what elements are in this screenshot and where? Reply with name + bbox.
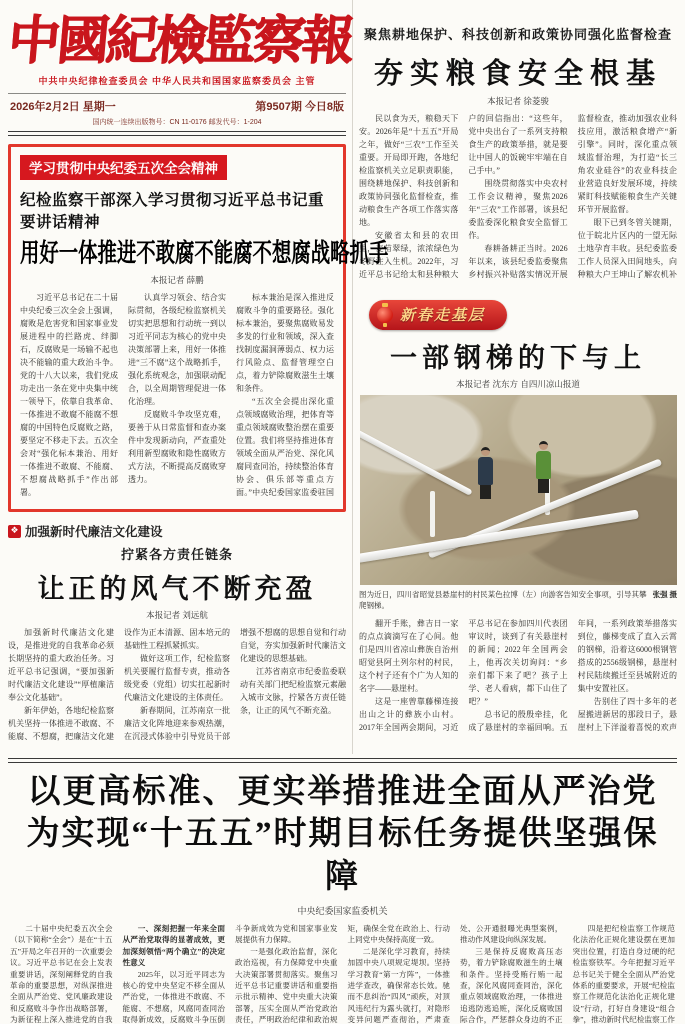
- paragraph: 安徽省太和县的农田里，麦苗翠绿，浓浓绿色为冬野注入生机。2022年，习近平总书记给太和县种粮大户的回信指出：“这些年，党中央出台了一系列支持粮食生产的政策举措，就是要让中国人的饭碗牢牢端在自己手中。”: [359, 114, 568, 279]
- redbox-headline: 用好一体推进不敢腐不能腐不想腐战略抓手: [20, 240, 389, 269]
- villager-figure: [478, 447, 493, 499]
- paragraph: 翻开手账，彝吉日一家的点点滴滴写在了心间。他们是四川省凉山彝族自治州昭觉县阿土列尔村的村民，这个村子还有个广为人知的名字——悬崖村。: [359, 619, 459, 693]
- issue-number: 第9507期 今日8版: [255, 101, 344, 114]
- badge-label: 新春走基层: [400, 308, 486, 324]
- masthead: [5, 0, 354, 136]
- tourist-figure: [536, 441, 551, 493]
- ladder-body: [359, 617, 677, 745]
- photo-credit: 张强 摄: [652, 590, 677, 599]
- series-tag: 学习贯彻中央纪委五次全会精神: [20, 155, 227, 180]
- ladder-photo: [360, 395, 677, 585]
- grain-kicker: 聚焦耕地保护、科技创新和政策协同强化监督检查: [363, 27, 672, 42]
- banner-article: [0, 763, 685, 1024]
- paragraph: 春耕备耕正当时。2026年以来，该县纪委监委聚焦乡村振兴补贴落实情况开展监督检查，推动加强农业科技应用，激活粮食增产“新引擎”。同时，深化重点领域监督治理，为打造“长三角农业硅谷”的农业科技企业营造良好发展环境，持续紧盯科技赋能粮食生产关键环节开展监督。: [468, 114, 677, 279]
- steel-pipe: [360, 420, 473, 496]
- registration-line: 国内统一连续出版物号：CN 11-0176 邮发代号：1-204: [92, 119, 262, 127]
- banner-headline-1: 以更高标准、更实举措推进全面从严治党: [27, 774, 658, 811]
- steel-pipe: [360, 510, 639, 566]
- left-column: [0, 0, 389, 754]
- paragraph: 民以食为天，粮稳天下安。2026年是“十五五”开局之年，做好“三农”工作至关重要。开局即开跑，各地纪检监察机关立足职责职能，围绕耕地保护、科技创新和政策协同强化监督检查，推动粮食生产各项工作落实落地。: [359, 114, 459, 227]
- section-icon: ❖: [8, 525, 21, 538]
- ladder-byline: 本报记者 沈东方 自四川凉山报道: [456, 379, 580, 389]
- paragraph: 一是强化政治监督，深化政治巡视，有力保障党中央重大决策部署贯彻落实。聚焦习近平总书记重要讲话和重要指示批示精神、党中央重大决策部署，压实全面从严治党政治责任，严明政治纪律和政治规矩，确保全党在政治上、行动上同党中央保持高度一致。: [235, 923, 450, 1024]
- spring-festival-badge: [369, 300, 507, 330]
- grain-byline: 本报记者 徐菱骏: [487, 96, 549, 106]
- redbox-article: [8, 144, 389, 512]
- paper-title: 中國紀檢監察報: [5, 10, 354, 71]
- paragraph: 习近平总书记在二十届中央纪委三次全会上强调，腐败是危害党和国家事业发展进程中的拦路虎、绊脚石，反腐败是一场输不起也决不能输的重大政治斗争。党的十八大以来，我们党成功走出一条在党中央集中统一领导下，依靠自我革命、一体推进不敢腐不能腐不想腐的中国特色反腐败之路，要坚定不移走下去。五次全会对“强化标本兼治、用好一体推进不敢腐、不能腐、不想腐战略抓手”作出部署。: [20, 293, 118, 498]
- photo-caption: [359, 589, 677, 611]
- culture-byline: 本报记者 刘远航: [146, 610, 208, 621]
- paragraph: 一、深刻把握一年来全面从严治党取得的显著成效，更加深刻领悟“两个确立”的决定性意义: [122, 923, 225, 968]
- paragraph: 围绕贯彻落实中央农村工作会议精神，聚焦2026年“三农”工作部署，该县纪委监委深化粮食安全监督工作。: [468, 179, 568, 240]
- grain-headline: 夯实粮食安全根基: [373, 58, 662, 90]
- culture-body: [8, 626, 346, 754]
- masthead-divider: [8, 131, 346, 136]
- lantern-icon: [377, 307, 393, 323]
- paragraph: 眼下已到冬管关键期，位于皖北片区内的一望无际土地孕育丰收。县纪委监委工作人员深入田间地头，向种粮大户王坤山了解农机补: [577, 218, 677, 279]
- redbox-subhead: 纪检监察干部深入学习贯彻习近平总书记重要讲话精神: [20, 192, 325, 232]
- paragraph: 加强新时代廉洁文化建设，是推进党的自我革命必须长期坚持的重大政治任务。习近平总书记强调，“要加强新时代廉洁文化建设”“厚植廉洁奉公文化基础”。: [8, 628, 114, 703]
- date-row: [8, 93, 346, 115]
- redbox-body: [20, 291, 334, 503]
- paragraph: 总书记的殷殷牵挂，化成了悬崖村的幸福回响。五年间，一系列政策举措落实到位，藤梯变成了直入云霄的钢梯，沿着这6000根钢管搭成的2556级钢梯，悬崖村村民陆续搬迁至县城附近的集中安置社区。: [468, 619, 677, 732]
- paragraph: 二十届中央纪委五次全会（以下简称“全会”）是在“十五五”开局之年召开的一次重要会议。习近平总书记在会上发表重要讲话，深刻阐释党的自我革命的重要思想，对纵深推进全面从严治党、党风廉政建设和反腐败斗争作出战略部署，为新征程上深入推进党的自我: [10, 923, 113, 1024]
- culture-tag-label: 加强新时代廉洁文化建设: [25, 525, 163, 540]
- banner-byline: 中央纪委国家监委机关: [297, 905, 388, 916]
- grain-body: [359, 112, 677, 290]
- ladder-headline: 一部钢梯的下与上: [390, 343, 646, 373]
- paragraph: 做好这项工作，纪检监察机关要履行监督专责，推动各级党委（党组）切实扛起新时代廉洁文化建设的主体责任。: [124, 654, 230, 703]
- culture-kicker: 拧紧各方责任链条: [120, 547, 233, 563]
- ladder-article: [359, 300, 677, 745]
- paragraph: 反腐败斗争攻坚克难，要善于从日常监督和查办案件中发现新动向，严查重处利用新型腐败和隐性腐败方式方法，不断提高反腐败穿透力。: [128, 410, 226, 485]
- grain-article: [359, 0, 677, 290]
- publish-date: 2026年2月2日 星期一: [10, 101, 116, 114]
- culture-article: [8, 522, 346, 754]
- paragraph: 二是深化学习教育，持续加固中央八项规定堤坝。坚持学习教育“第一方阵”，一体推进学查改，确保常态长效。驰而不息纠治“四风”顽疾，对顶风违纪行为露头就打，对隐形变异问题严查彻治，严肃查处、公开通报曝光典型案例，推动作风建设向纵深发展。: [347, 923, 563, 1024]
- paragraph: 告别住了四十多年的老屋搬进新居的那段日子，悬崖村上下洋溢着喜悦的欢声: [577, 697, 677, 732]
- right-column: [352, 0, 685, 754]
- supervisor-line: 中共中央纪律检查委员会 中华人民共和国国家监察委员会 主管: [38, 76, 316, 87]
- paragraph: 三是保持反腐败高压态势，着力铲除腐败滋生的土壤和条件。坚持受贿行贿一起查，深化风腐同查同治，深化重点领域腐败治理，一体推进追逃防逃追赃，深化反腐败国际合作，严惩群众身边的不正: [460, 946, 563, 1024]
- paragraph: 2025年，以习近平同志为核心的党中央坚定不移全面从严治党，一体推进不敢腐、不能腐、不想腐，风腐同查同治取得新成效，反腐败斗争压倒 斗争新成效为党和国家事业发展提供有力保障。: [122, 923, 338, 1024]
- paragraph: 这是一座曾靠藤梯连接出山之计的彝族小山村。2017年全国两会期间，习近平总书记在参加四川代表团审议时，谈到了有关悬崖村的新闻；2022年全国两会上，他再次关切询问：“乡亲们都下来了吧？孩子上学、老人看病，都下山住了吧？”: [359, 619, 568, 732]
- paragraph: 认真学习领会、结合实际贯彻，各级纪检监察机关切实把思想和行动统一到以习近平同志为核心的党中央决策部署上来，用好一体推进“三不腐”这个战略抓手，强化系统观念，加强联动配合，以全周期管理促进一体化治理。: [128, 293, 226, 407]
- railing-post: [430, 491, 435, 537]
- redbox-byline: 本报记者 薛鹏: [150, 275, 204, 286]
- banner-headline-2: 为实现“十五五”时期目标任务提供坚强保障: [26, 816, 659, 895]
- caption-text: 图为近日，四川省昭觉县悬崖村的村民某色拉博（左）向游客告知安全事项，引导其攀爬钢梯。: [359, 590, 647, 610]
- paragraph: 新春期间，江苏南京一批廉洁文化阵地迎来参观热潮，在沉浸式体验中引导党员干部增强不想腐的思想自觉和行动自觉，夯实加强新时代廉洁文化建设的思想基础。: [124, 628, 346, 742]
- culture-section-tag: [8, 522, 346, 540]
- paragraph: “五次全会提出深化重点领域腐败治理，把体育等重点领域腐败整治摆在重要位置。我们将坚持推进体育领域全面从严治党、深化风腐同查同治，持续整治体育协会、俱乐部等重点方面。”中央纪委国家监委驻国: [236, 397, 334, 498]
- culture-headline: 让正的风气不断充盈: [37, 574, 317, 605]
- paragraph: 江苏省南京市纪委监委联动有关部门把纪检监察元素融入城市文脉，拧紧各方责任链条，让正的风气不断充盈。: [240, 667, 346, 716]
- banner-body: [10, 923, 675, 1024]
- paragraph: 四是把纪检监察工作规范化法治化正规化建设摆在更加突出位置，打造自身过硬的纪检监察铁军。今年把握习近平总书记关于健全全面从严治党体系的重要要求，开展“纪检监察工作规范化法治化正规化建设”行动，打好自身建设“组合拳”，推动新时代纪检监察工作: [572, 923, 675, 1024]
- badge-row: [369, 300, 677, 330]
- paragraph: 新年伊始，各地纪检监察机关坚持一体推进不敢腐、不能腐、不想腐，把廉洁文化建设作为正本清源、固本培元的基础性工程抓紧抓实。: [8, 628, 230, 742]
- paragraph: 标本兼治是深入推进反腐败斗争的重要路径。强化标本兼治，要聚焦腐败易发多发的行业和领域，深入查找制度漏洞薄弱点、权力运行风险点、监督管理空白点，着力铲除腐败滋生土壤和条件。: [236, 293, 334, 394]
